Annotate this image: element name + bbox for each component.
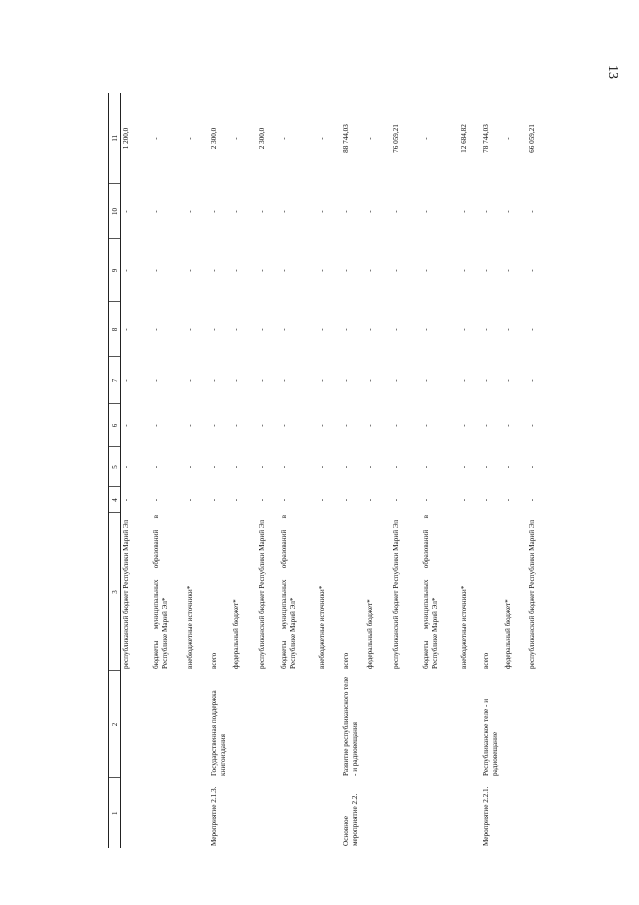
measure-code-cell: Мероприятие 2.2.1. xyxy=(482,786,490,846)
measure-name-cell xyxy=(527,671,549,778)
value-cell: - xyxy=(528,210,536,213)
value-cell: - xyxy=(152,424,160,427)
value-cell: - xyxy=(482,328,490,331)
value-cell: - xyxy=(342,328,350,331)
value-cell: - xyxy=(152,269,160,272)
value-cell: - xyxy=(232,424,240,427)
value-cell: - xyxy=(318,379,326,382)
value-cell: - xyxy=(280,465,288,469)
value-cell: - xyxy=(460,379,468,382)
value-cell: - xyxy=(152,465,160,469)
value-cell: - xyxy=(422,498,430,502)
value-cell: - xyxy=(366,498,374,502)
value-cell: - xyxy=(392,465,400,469)
value-cell: - xyxy=(258,210,266,213)
table-row xyxy=(257,93,279,848)
value-cell: - xyxy=(482,424,490,427)
value-cell: - xyxy=(232,465,240,469)
value-cell: - xyxy=(460,498,468,502)
value-cell: - xyxy=(342,498,350,502)
value-cell: - xyxy=(342,210,350,213)
value-cell: - xyxy=(210,328,218,331)
value-cell: - xyxy=(232,210,240,213)
funding-source-cell: федеральный бюджет* xyxy=(504,599,512,669)
measure-name-cell xyxy=(121,671,152,778)
measure-code-cell: Мероприятие 2.1.3. xyxy=(210,786,218,846)
value-cell: - xyxy=(318,210,326,213)
measure-code-cell xyxy=(185,778,209,848)
value-cell: - xyxy=(186,269,194,272)
value-cell: - xyxy=(318,328,326,331)
value-cell: - xyxy=(422,269,430,272)
value-cell: - xyxy=(460,465,468,469)
total-value-cell: - xyxy=(186,137,194,140)
value-cell: - xyxy=(504,269,512,272)
table-row xyxy=(503,93,527,848)
measure-name-cell xyxy=(421,671,459,778)
value-cell: - xyxy=(210,465,218,469)
column-header: 8 xyxy=(109,302,121,357)
value-cell: - xyxy=(318,424,326,427)
total-value-cell: 12 684,82 xyxy=(460,124,468,153)
value-cell: - xyxy=(460,424,468,427)
funding-source-cell: всего xyxy=(342,652,350,669)
column-header: 6 xyxy=(109,404,121,447)
value-cell: - xyxy=(504,328,512,331)
table-row xyxy=(185,93,209,848)
measure-name-cell: Государственная поддержка книгоиздания xyxy=(210,690,227,776)
value-cell: - xyxy=(460,210,468,213)
value-cell: - xyxy=(122,379,130,382)
measure-code-cell: Основное мероприятие 2.2. xyxy=(342,793,359,846)
value-cell: - xyxy=(280,269,288,272)
value-cell: - xyxy=(482,498,490,502)
value-cell: - xyxy=(280,379,288,382)
value-cell: - xyxy=(210,498,218,502)
measure-name-cell xyxy=(459,671,481,778)
total-value-cell: - xyxy=(422,137,430,140)
budget-table xyxy=(108,93,549,848)
value-cell: - xyxy=(122,465,130,469)
value-cell: - xyxy=(528,465,536,469)
value-cell: - xyxy=(342,269,350,272)
table-row xyxy=(209,93,231,848)
funding-source-cell: республиканский бюджет Республики Марий Эл xyxy=(122,519,130,669)
total-value-cell: - xyxy=(232,137,240,140)
value-cell: - xyxy=(482,379,490,382)
measure-code-cell xyxy=(503,778,527,848)
value-cell: - xyxy=(232,328,240,331)
value-cell: - xyxy=(280,210,288,213)
value-cell: - xyxy=(504,424,512,427)
total-value-cell: 76 059,21 xyxy=(392,124,400,153)
value-cell: - xyxy=(422,210,430,213)
measure-code-cell xyxy=(459,778,481,848)
value-cell: - xyxy=(392,328,400,331)
funding-source-cell: внебюджетные источники* xyxy=(186,585,194,669)
value-cell: - xyxy=(528,424,536,427)
total-value-cell: 88 744,03 xyxy=(342,124,350,153)
value-cell: - xyxy=(258,328,266,331)
funding-source-cell: республиканский бюджет Республики Марий Эл xyxy=(528,519,536,669)
measure-code-cell xyxy=(279,778,317,848)
value-cell: - xyxy=(210,210,218,213)
measure-code-cell xyxy=(317,778,341,848)
measure-name-cell xyxy=(391,671,421,778)
value-cell: - xyxy=(422,379,430,382)
value-cell: - xyxy=(342,379,350,382)
table-row xyxy=(365,93,391,848)
column-header: 3 xyxy=(109,513,121,671)
measure-name-cell xyxy=(185,671,209,778)
value-cell: - xyxy=(258,498,266,502)
column-header: 11 xyxy=(109,93,121,184)
value-cell: - xyxy=(152,328,160,331)
measure-name-cell xyxy=(231,671,257,778)
column-header: 5 xyxy=(109,447,121,487)
funding-source-cell: внебюджетные источники* xyxy=(318,585,326,669)
measure-code-cell xyxy=(391,778,421,848)
value-cell: - xyxy=(422,424,430,427)
value-cell: - xyxy=(318,465,326,469)
value-cell: - xyxy=(504,498,512,502)
value-cell: - xyxy=(186,424,194,427)
value-cell: - xyxy=(258,424,266,427)
table-row xyxy=(151,93,185,848)
measure-name-cell: Развитие республиканского теле - и радиовещания xyxy=(342,676,359,776)
table-row xyxy=(391,93,421,848)
value-cell: - xyxy=(366,328,374,331)
value-cell: - xyxy=(482,210,490,213)
value-cell: - xyxy=(504,379,512,382)
measure-code-cell xyxy=(365,778,391,848)
value-cell: - xyxy=(210,424,218,427)
value-cell: - xyxy=(392,379,400,382)
total-value-cell: - xyxy=(366,137,374,140)
value-cell: - xyxy=(422,465,430,469)
total-value-cell: 2 300,0 xyxy=(258,127,266,150)
total-value-cell: - xyxy=(318,137,326,140)
value-cell: - xyxy=(482,269,490,272)
table-row xyxy=(341,93,365,848)
value-cell: - xyxy=(342,424,350,427)
measure-name-cell: Республиканское теле - и радиовещание xyxy=(482,698,499,776)
value-cell: - xyxy=(210,379,218,382)
total-value-cell: 78 744,03 xyxy=(482,124,490,153)
value-cell: - xyxy=(232,379,240,382)
value-cell: - xyxy=(392,498,400,502)
value-cell: - xyxy=(258,269,266,272)
measure-name-cell xyxy=(279,671,317,778)
funding-source-cell: федеральный бюджет* xyxy=(366,599,374,669)
value-cell: - xyxy=(210,269,218,272)
value-cell: - xyxy=(280,498,288,502)
table-row xyxy=(231,93,257,848)
table-row xyxy=(459,93,481,848)
measure-code-cell xyxy=(527,778,549,848)
total-value-cell: - xyxy=(280,137,288,140)
value-cell: - xyxy=(186,210,194,213)
value-cell: - xyxy=(186,498,194,502)
value-cell: - xyxy=(504,465,512,469)
value-cell: - xyxy=(318,498,326,502)
funding-source-cell: бюджеты муниципальных образований в Республике Марий Эл* xyxy=(280,515,297,669)
value-cell: - xyxy=(366,269,374,272)
value-cell: - xyxy=(528,269,536,272)
value-cell: - xyxy=(460,269,468,272)
value-cell: - xyxy=(366,379,374,382)
funding-source-cell: всего xyxy=(210,652,218,669)
measure-code-cell xyxy=(257,778,279,848)
value-cell: - xyxy=(186,465,194,469)
funding-source-cell: бюджеты муниципальных образований в Республике Марий Эл* xyxy=(152,515,169,669)
value-cell: - xyxy=(318,269,326,272)
value-cell: - xyxy=(342,465,350,469)
column-header: 2 xyxy=(109,671,121,778)
value-cell: - xyxy=(186,328,194,331)
total-value-cell: 1 200,0 xyxy=(122,127,130,150)
value-cell: - xyxy=(122,210,130,213)
value-cell: - xyxy=(258,465,266,469)
funding-source-cell: федеральный бюджет* xyxy=(232,599,240,669)
table-row xyxy=(317,93,341,848)
value-cell: - xyxy=(122,328,130,331)
value-cell: - xyxy=(392,424,400,427)
measure-name-cell xyxy=(257,671,279,778)
measure-code-cell xyxy=(231,778,257,848)
column-header: 4 xyxy=(109,487,121,513)
measure-name-cell xyxy=(503,671,527,778)
value-cell: - xyxy=(122,498,130,502)
measure-code-cell xyxy=(151,778,185,848)
table-row xyxy=(421,93,459,848)
table-body xyxy=(121,93,550,848)
value-cell: - xyxy=(366,210,374,213)
value-cell: - xyxy=(482,465,490,469)
page-number: 13 xyxy=(605,65,620,79)
value-cell: - xyxy=(152,379,160,382)
value-cell: - xyxy=(422,328,430,331)
value-cell: - xyxy=(504,210,512,213)
column-header: 10 xyxy=(109,184,121,239)
table-row xyxy=(121,93,152,848)
rotated-table-wrapper xyxy=(108,93,631,848)
funding-source-cell: внебюджетные источники* xyxy=(460,585,468,669)
value-cell: - xyxy=(366,465,374,469)
value-cell: - xyxy=(232,498,240,502)
total-value-cell: 66 059,21 xyxy=(528,124,536,153)
measure-code-cell xyxy=(421,778,459,848)
column-header: 1 xyxy=(109,778,121,848)
total-value-cell: - xyxy=(152,137,160,140)
table-row xyxy=(279,93,317,848)
measure-name-cell xyxy=(317,671,341,778)
funding-source-cell: бюджеты муниципальных образований в Республике Марий Эл* xyxy=(422,515,439,669)
header-row xyxy=(109,93,121,848)
value-cell: - xyxy=(460,328,468,331)
value-cell: - xyxy=(152,498,160,502)
value-cell: - xyxy=(280,328,288,331)
column-header: 9 xyxy=(109,239,121,302)
value-cell: - xyxy=(528,379,536,382)
value-cell: - xyxy=(280,424,288,427)
value-cell: - xyxy=(122,269,130,272)
value-cell: - xyxy=(392,269,400,272)
value-cell: - xyxy=(232,269,240,272)
funding-source-cell: республиканский бюджет Республики Марий Эл xyxy=(392,519,400,669)
measure-code-cell xyxy=(121,778,152,848)
value-cell: - xyxy=(366,424,374,427)
total-value-cell: 2 300,0 xyxy=(210,127,218,150)
column-header: 7 xyxy=(109,357,121,404)
value-cell: - xyxy=(528,498,536,502)
funding-source-cell: всего xyxy=(482,652,490,669)
table-row xyxy=(481,93,503,848)
value-cell: - xyxy=(528,328,536,331)
table-row xyxy=(527,93,549,848)
value-cell: - xyxy=(152,210,160,213)
value-cell: - xyxy=(392,210,400,213)
total-value-cell: - xyxy=(504,137,512,140)
value-cell: - xyxy=(122,424,130,427)
funding-source-cell: республиканский бюджет Республики Марий Эл xyxy=(258,519,266,669)
value-cell: - xyxy=(186,379,194,382)
measure-name-cell xyxy=(365,671,391,778)
measure-name-cell xyxy=(151,671,185,778)
value-cell: - xyxy=(258,379,266,382)
